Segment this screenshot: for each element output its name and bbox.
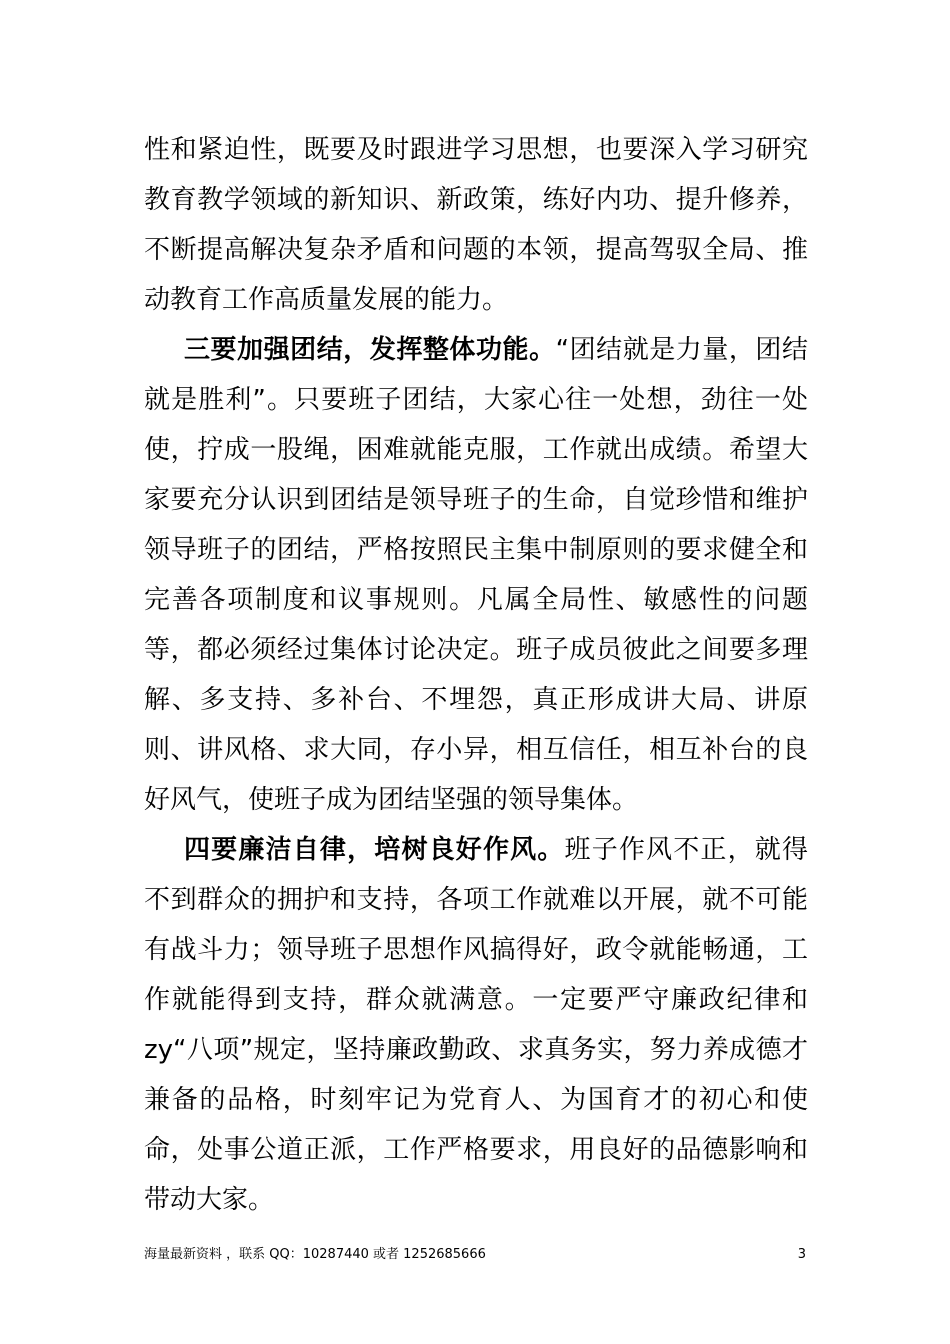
page-footer [144, 1244, 808, 1266]
page-number: 3 [797, 1247, 806, 1262]
paragraph-integrity [144, 825, 808, 1225]
document-body [144, 125, 808, 1225]
paragraph-heading: 四要廉洁自律，培树良好作风。 [184, 835, 565, 865]
paragraph-text: 班子作风不正，就得不到群众的拥护和支持，各项工作就难以开展，就不可能有战斗力；领导班子思想作风搞得好，政令就能畅通，工作就能得到支持，群众就满意。一定要严守廉政纪律和 zy“八项”规定，坚持廉政勤政、求真务实，努力养成德才兼备的品格，时刻牢记为党育人、为国育才的初心和使命，处事公道正派，工作严格要求，用良好的品德影响和带动大家。 [144, 835, 808, 1215]
paragraph-text: 性和紧迫性，既要及时跟进学习思想，也要深入学习研究教育教学领域的新知识、新政策，练好内功、提升修养，不断提高解决复杂矛盾和问题的本领，提高驾驭全局、推动教育工作高质量发展的能力。 [144, 135, 808, 315]
paragraph-unity [144, 325, 808, 825]
paragraph-continuation [144, 125, 808, 325]
paragraph-heading: 三要加强团结，发挥整体功能。 [184, 335, 556, 365]
footer-contact-note: 海量最新资料 ，联系 QQ：10287440 或者 1252685666 [144, 1247, 486, 1262]
paragraph-text: “团结就是力量，团结就是胜利”。只要班子团结，大家心往一处想，劲往一处使，拧成一股绳，困难就能克服，工作就出成绩。希望大家要充分认识到团结是领导班子的生命，自觉珍惜和维护领导班子的团结，严格按照民主集中制原则的要求健全和完善各项制度和议事规则。凡属全局性、敏感性的问题等，都必须经过集体讨论决定。班子成员彼此之间要多理解、多支持、多补台、不埋怨，真正形成讲大局、讲原则、讲风格、求大同，存小异，相互信任，相互补台的良好风气，使班子成为团结坚强的领导集体。 [144, 335, 808, 815]
